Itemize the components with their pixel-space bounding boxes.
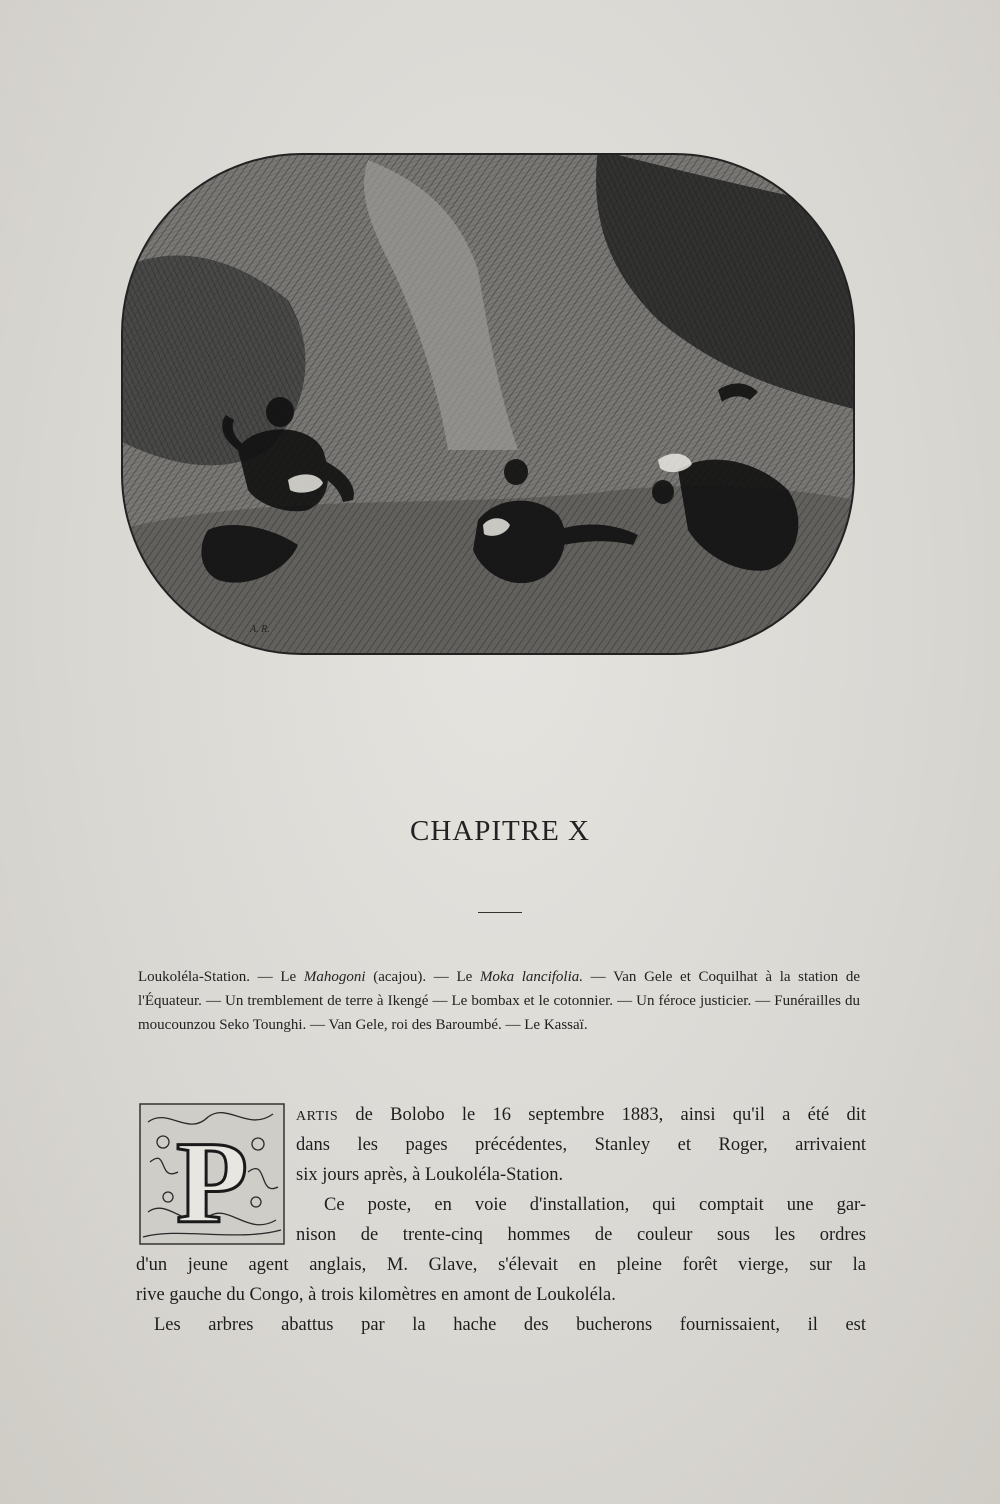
- text-line: rive gauche du Congo, à trois kilomètres en amont de Loukoléla.: [136, 1285, 616, 1305]
- title-divider: [478, 912, 522, 913]
- small-caps-word: ARTIS: [296, 1109, 339, 1124]
- text-line-content: de Bolobo le 16 septembre 1883, ainsi qu'il a été dit: [338, 1105, 866, 1125]
- artist-signature: A. R.: [250, 624, 270, 635]
- dropcap-letter: P: [175, 1117, 249, 1246]
- summary-italic: Mahogoni: [303, 969, 366, 985]
- summary-part: — Le: [250, 969, 304, 985]
- text-line: [136, 1100, 866, 1130]
- summary-part: (acajou). — Le: [365, 969, 480, 985]
- summary-italic: Moka lancifolia.: [479, 969, 584, 985]
- engraving-illustration: [118, 150, 858, 658]
- chapter-body: [136, 1100, 866, 1340]
- summary-part: — Van Gele et Coquilhat à la station de l'Équateur. — Un tremblement de terre à Ikengé — Le bombax et le cotonnier. — Un féroce justicier. — Funérailles du moucounzou Seko Tounghi. — Van Gele, roi des Baroumbé. — Le Kassaï.: [138, 969, 861, 1033]
- chapter-summary: [138, 965, 860, 1037]
- text-line: d'un jeune agent anglais, M. Glave, s'élevait en pleine forêt vierge, sur la: [136, 1255, 866, 1275]
- text-line: dans les pages précédentes, Stanley et Roger, arrivaient: [296, 1135, 866, 1155]
- text-line: Les arbres abattus par la hache des bucherons fournissaient, il est: [154, 1315, 866, 1335]
- summary-part: Loukoléla-Station.: [138, 969, 251, 985]
- chapter-title: CHAPITRE X: [410, 815, 590, 847]
- text-line: Ce poste, en voie d'installation, qui comptait une gar-: [324, 1195, 866, 1215]
- text-line: nison de trente-cinq hommes de couleur sous les ordres: [296, 1225, 866, 1245]
- text-line: six jours après, à Loukoléla-Station.: [296, 1165, 564, 1185]
